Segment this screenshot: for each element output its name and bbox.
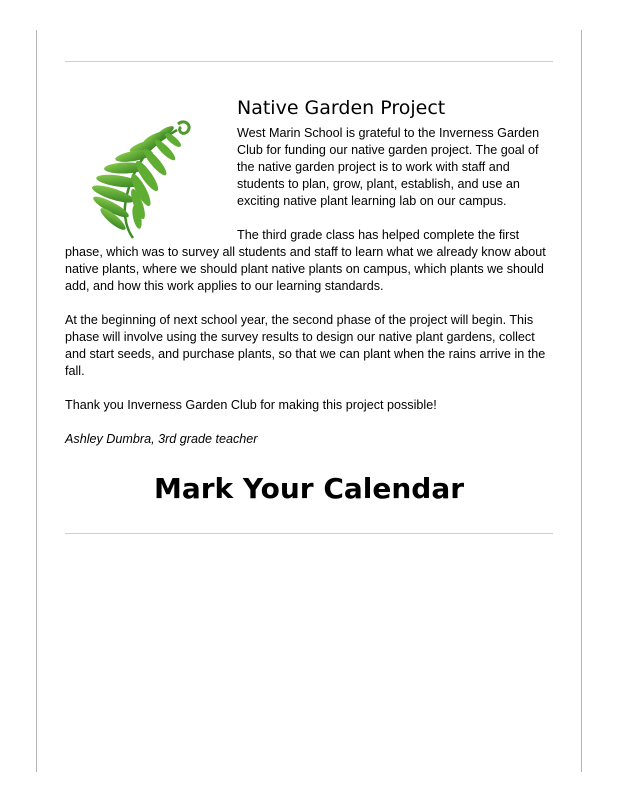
fern-image [81, 106, 216, 241]
page-border-left [36, 30, 37, 772]
calendar-heading: Mark Your Calendar [153, 472, 465, 505]
article-paragraph-2: The third grade class has helped complete the first phase, which was to survey all students and staff to learn what we already know about native plants, where we should plant native plants on campus, which plants we should add, and how this work applies to our learning standards. [65, 228, 546, 293]
article-paragraph-1: West Marin School is grateful to the Inverness Garden Club for funding our native garden project. The goal of the native garden project is to work with staff and students to plan, grow, plant, establish, and use an exciting native plant learning lab on our campus. [237, 126, 540, 208]
article-signature: Ashley Dumbra, 3rd grade teacher [65, 432, 258, 446]
page-border-right [581, 30, 582, 772]
article-paragraph-3: At the beginning of next school year, the second phase of the project will begin. This phase will involve using the survey results to design our native plant gardens, collect and start seeds, and purchase plants, so that we can plant when the rains arrive in the fall. [65, 313, 546, 378]
article-paragraph-4: Thank you Inverness Garden Club for making this project possible! [65, 398, 437, 412]
divider-bottom [65, 533, 553, 534]
native-garden-article [65, 96, 555, 448]
article-title: Native Garden Project [237, 97, 446, 119]
divider-top [65, 61, 553, 62]
